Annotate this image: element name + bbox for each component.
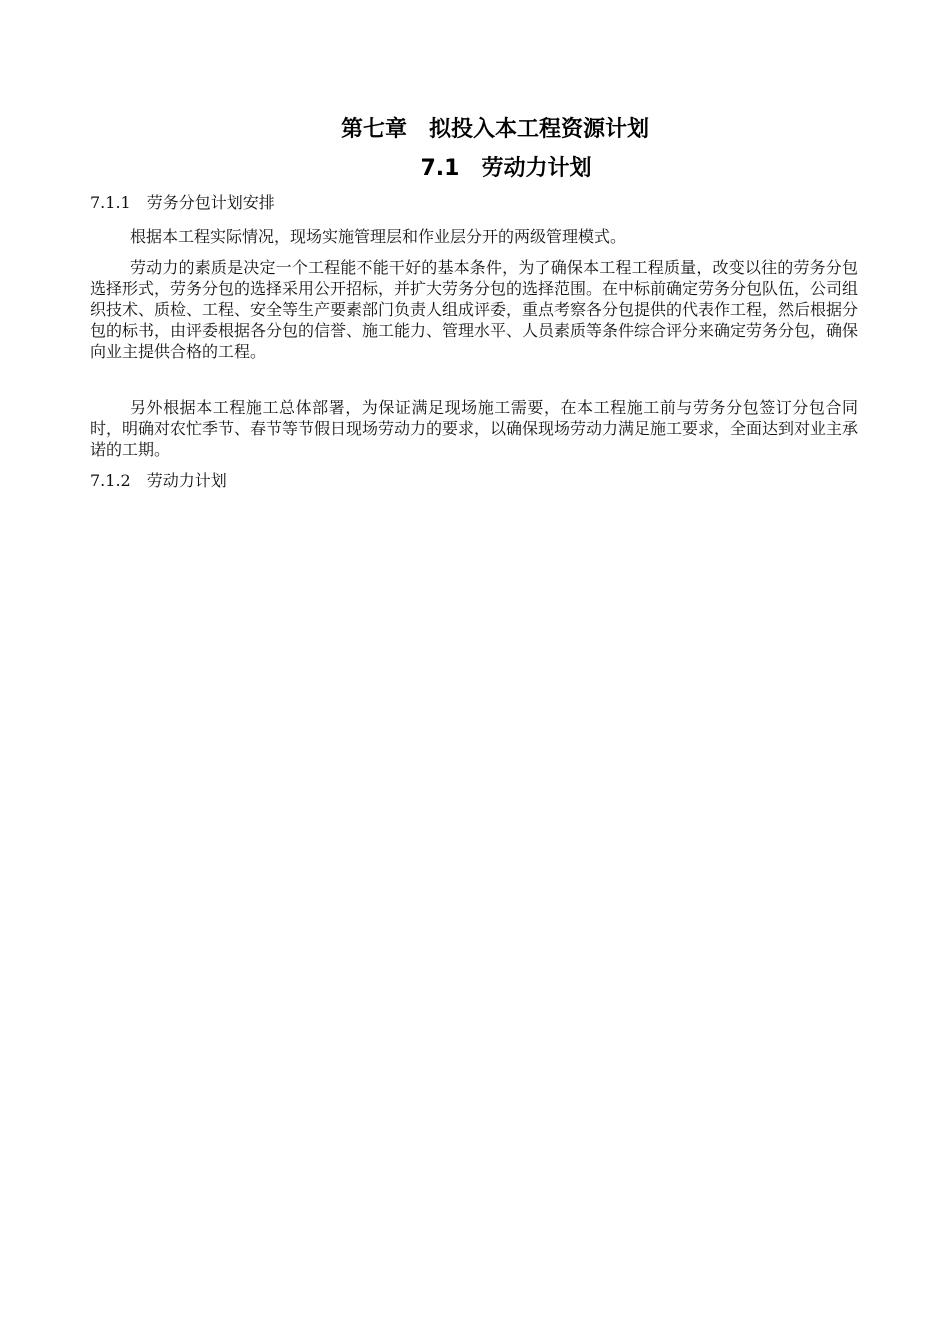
paragraph: 另外根据本工程施工总体部署，为保证满足现场施工需要，在本工程施工前与劳务分包签订分包合同时，明确对农忙季节、春节等节假日现场劳动力的要求，以确保现场劳动力满足施工要求，全面达到对业主承诺的工期。: [90, 398, 859, 459]
paragraph: 劳动力的素质是决定一个工程能不能干好的基本条件，为了确保本工程工程质量，改变以往的劳务分包选择形式，劳务分包的选择采用公开招标，并扩大劳务分包的选择范围。在中标前确定劳务分包队伍，公司组织技术、质检、工程、安全等生产要素部门负责人组成评委，重点考察各分包提供的代表作工程，然后根据分包的标书，由评委根据各分包的信誉、施工能力、管理水平、人员素质等条件综合评分来确定劳务分包，确保向业主提供合格的工程。: [90, 258, 859, 361]
subsection-heading: 7.1.2 劳动力计划: [90, 471, 227, 490]
chapter-title: 第七章 拟投入本工程资源计划: [340, 117, 649, 142]
section-title: 7.1 劳动力计划: [420, 156, 592, 181]
subsection-heading: 7.1.1 劳务分包计划安排: [90, 193, 275, 212]
paragraph: 根据本工程实际情况，现场实施管理层和作业层分开的两级管理模式。: [130, 227, 627, 246]
